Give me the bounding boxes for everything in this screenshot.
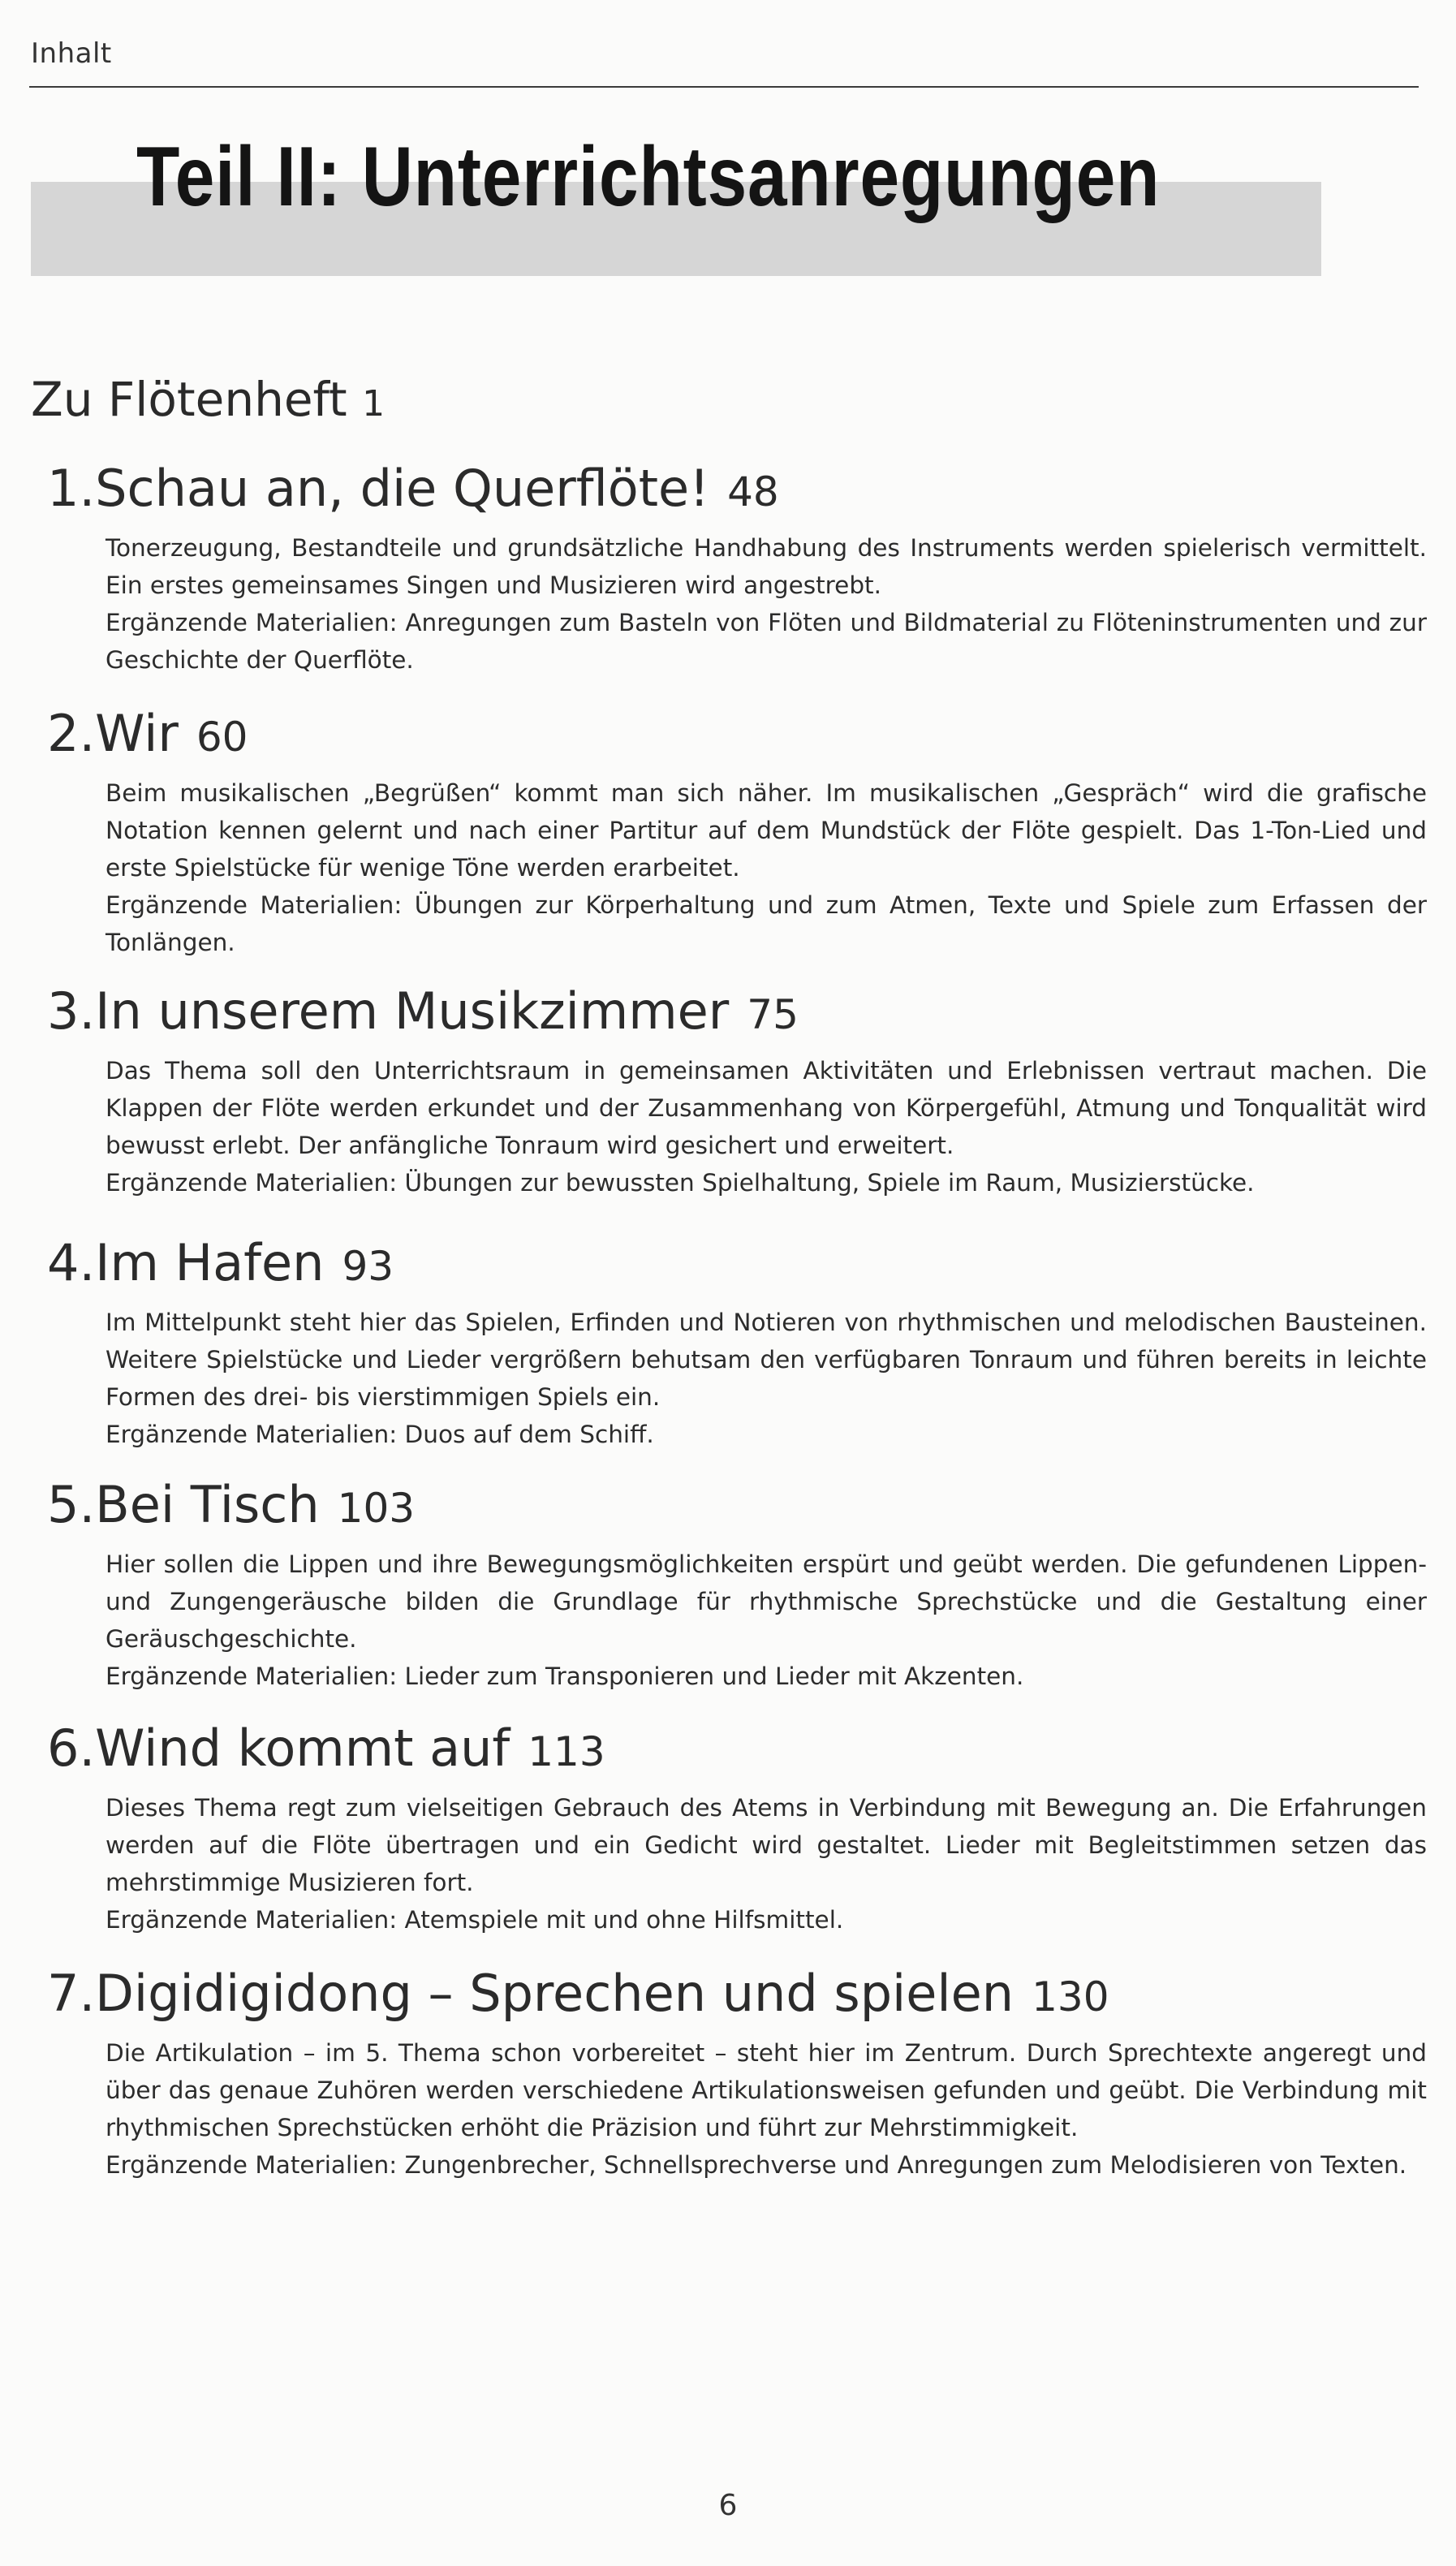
entry-description <box>106 1052 1427 1201</box>
entry-summary: Das Thema soll den Unterrichtsraum in gemeinsamen Aktivitäten und Erlebnissen vertraut machen. Die Klappen der Flöte werden erkundet und der Zusammenhang von Körpergefühl, Atmung und Tonqualität wird bewusst erlebt. Der anfängliche Tonraum wird gesichert und erweitert. <box>106 1057 1427 1159</box>
entry-heading[interactable] <box>47 1964 1427 2026</box>
running-header <box>29 32 1419 88</box>
toc-entry-6 <box>47 1719 1427 1939</box>
entry-page-number: 60 <box>196 714 248 761</box>
toc-entry-3 <box>47 982 1427 1201</box>
entry-page-number: 75 <box>747 991 799 1038</box>
toc-entry-7 <box>47 1964 1427 2184</box>
entry-page-number: 103 <box>337 1485 416 1532</box>
entry-summary: Tonerzeugung, Bestandteile und grundsätzliche Handhabung des Instruments werden spielerisch vermittelt. Ein erstes gemeinsames Singen und Musizieren wird angestrebt. <box>106 534 1427 599</box>
entry-description <box>106 1789 1427 1939</box>
entry-title: Schau an, die Querflöte! <box>95 459 710 518</box>
entry-heading[interactable] <box>47 1234 1427 1296</box>
section-volume: 1 <box>362 383 386 425</box>
section-heading <box>31 372 385 427</box>
entry-materials: Ergänzende Materialien: Übungen zur bewussten Spielhaltung, Spiele im Raum, Musizierstücke. <box>106 1169 1255 1197</box>
entry-page-number: 48 <box>727 468 779 515</box>
entry-number: 6. <box>47 1719 96 1778</box>
entry-description <box>106 529 1427 679</box>
entry-title: Wir <box>95 704 179 763</box>
entry-summary: Dieses Thema regt zum vielseitigen Gebrauch des Atems in Verbindung mit Bewegung an. Die Erfahrungen werden auf die Flöte übertragen und ein Gedicht wird gestaltet. Lieder mit Begleitstimmen setzen das mehrstimmige Musizieren fort. <box>106 1794 1427 1896</box>
entry-materials: Ergänzende Materialien: Duos auf dem Schiff. <box>106 1421 654 1448</box>
entry-heading[interactable] <box>47 1719 1427 1781</box>
entry-materials: Ergänzende Materialien: Anregungen zum Basteln von Flöten und Bildmaterial zu Flöteninstrumenten und zur Geschichte der Querflöte. <box>106 609 1427 674</box>
entry-title: Wind kommt auf <box>95 1719 510 1778</box>
entry-description <box>106 2034 1427 2184</box>
entry-heading[interactable] <box>47 459 1427 521</box>
entry-description <box>106 1304 1427 1453</box>
entry-page-number: 113 <box>528 1728 605 1775</box>
toc-entry-5 <box>47 1476 1427 1695</box>
page-number: 6 <box>718 2489 738 2522</box>
entry-materials: Ergänzende Materialien: Atemspiele mit und ohne Hilfsmittel. <box>106 1906 844 1934</box>
entry-number: 3. <box>47 981 96 1041</box>
entry-title: Im Hafen <box>95 1233 325 1292</box>
entry-number: 2. <box>47 704 96 763</box>
entry-number: 5. <box>47 1475 96 1534</box>
entry-materials: Ergänzende Materialien: Lieder zum Transponieren und Lieder mit Akzenten. <box>106 1663 1024 1690</box>
entry-heading[interactable] <box>47 705 1427 766</box>
section-title: Zu Flötenheft <box>31 372 347 427</box>
toc-entry-2 <box>47 705 1427 961</box>
toc-entry-4 <box>47 1234 1427 1453</box>
entry-materials: Ergänzende Materialien: Zungenbrecher, Schnellsprechverse und Anregungen zum Melodisieren von Texten. <box>106 2151 1407 2179</box>
entry-summary: Die Artikulation – im 5. Thema schon vorbereitet – steht hier im Zentrum. Durch Sprechtexte angeregt und über das genaue Zuhören werden verschiedene Artikulationsweisen gefunden und geübt. Die Verbindung mit rhythmischen Sprechstücken erhöht die Präzision und führt zur Mehrstimmigkeit. <box>106 2039 1427 2141</box>
toc-entry-1 <box>47 459 1427 679</box>
entry-materials: Ergänzende Materialien: Übungen zur Körperhaltung und zum Atmen, Texte und Spiele zum Erfassen der Tonlängen. <box>106 891 1427 956</box>
entry-page-number: 130 <box>1032 1973 1109 2020</box>
entry-heading[interactable] <box>47 1476 1427 1537</box>
entry-heading[interactable] <box>47 982 1427 1044</box>
entry-summary: Hier sollen die Lippen und ihre Bewegungsmöglichkeiten erspürt und geübt werden. Die gefundenen Lippen- und Zungengeräusche bilden die Grundlage für rhythmische Sprechstücke und die Gestaltung einer Geräuschgeschichte. <box>106 1550 1427 1653</box>
entry-number: 7. <box>47 1964 96 2023</box>
part-title: Teil II: Unterrichtsanregungen <box>136 130 1161 224</box>
entry-summary: Im Mittelpunkt steht hier das Spielen, Erfinden und Notieren von rhythmischen und melodischen Bausteinen. Weitere Spielstücke und Lieder vergrößern behutsam den verfügbaren Tonraum und führen bereits in leichte Formen des drei- bis vierstimmigen Spiels ein. <box>106 1309 1427 1411</box>
running-header-title: Inhalt <box>31 37 112 70</box>
entry-description <box>106 774 1427 961</box>
entry-description <box>106 1546 1427 1695</box>
entry-summary: Beim musikalischen „Begrüßen“ kommt man sich näher. Im musikalischen „Gespräch“ wird die grafische Notation kennen gelernt und nach einer Partitur auf dem Mundstück der Flöte gespielt. Das 1-Ton-Lied und erste Spielstücke für wenige Töne werden erarbeitet. <box>106 779 1427 882</box>
entry-number: 1. <box>47 459 96 518</box>
entry-page-number: 93 <box>342 1243 394 1290</box>
entry-number: 4. <box>47 1233 96 1292</box>
entry-title: In unserem Musikzimmer <box>95 981 730 1041</box>
entry-title: Bei Tisch <box>95 1475 320 1534</box>
entry-title: Digidigidong – Sprechen und spielen <box>95 1964 1014 2023</box>
